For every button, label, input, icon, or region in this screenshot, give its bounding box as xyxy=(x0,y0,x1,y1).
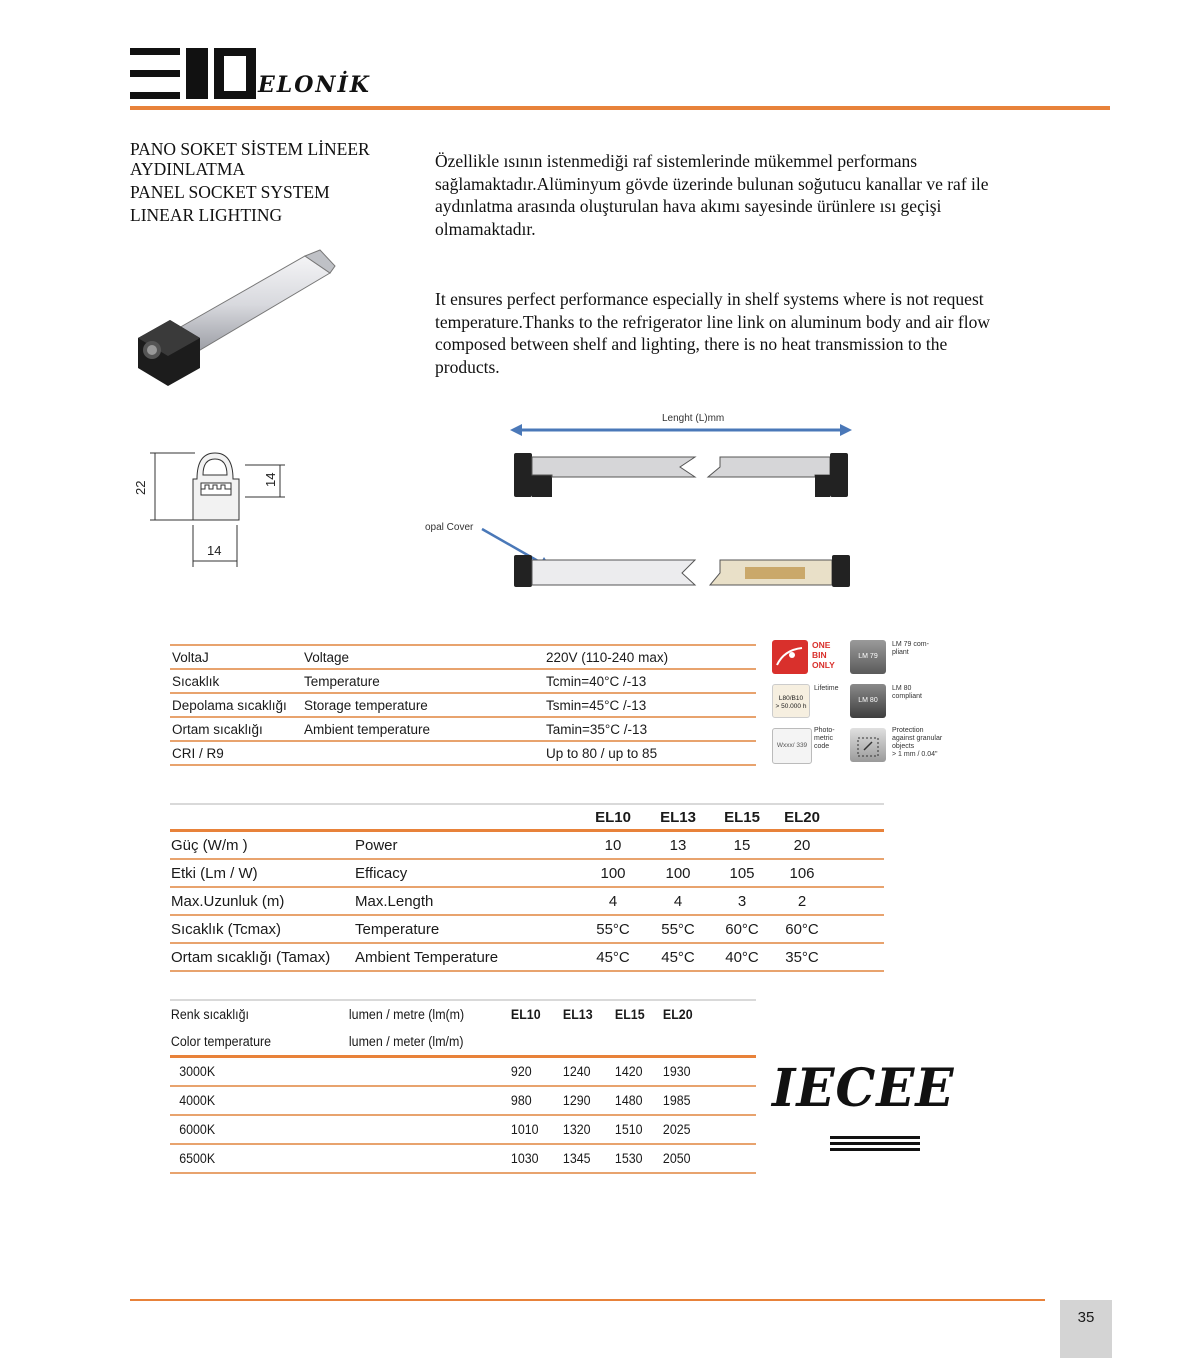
cell: 980 xyxy=(510,1086,558,1115)
cell: 1480 xyxy=(614,1086,658,1115)
dim-height-label: 22 xyxy=(133,480,148,495)
col-header-lumen-tr: lumen / metre (lm(m) xyxy=(348,1000,497,1028)
length-diagram xyxy=(420,405,860,600)
table-row xyxy=(170,645,756,669)
table-row xyxy=(170,915,884,943)
row-label-en: Storage temperature xyxy=(302,693,544,717)
description-tr: Özellikle ısının istenmediği raf sistemlerinde mükemmel performans sağlamaktadır.Alüminyum gövde üzerinde bulunan soğutucu kanallar ve raf ile aydınlatma arasında oluşturulan hava akımı sayesinde ürünlere ısı geçişi olmamaktadır. xyxy=(435,151,989,239)
brand-name: ELONİK xyxy=(258,72,371,98)
row-label-en: Temperature xyxy=(354,915,582,943)
color-temp: 6500K xyxy=(170,1144,334,1173)
col-header: EL15 xyxy=(712,804,772,831)
col-header-lumen-en: lumen / meter (lm/m) xyxy=(348,1028,497,1057)
row-label-tr: Sıcaklık xyxy=(170,669,302,693)
iecee-lines xyxy=(830,1136,920,1151)
cell: 45°C xyxy=(582,943,644,971)
row-label-tr: Max.Uzunluk (m) xyxy=(170,887,354,915)
lm80-label: LM 80 compliant xyxy=(892,685,922,700)
col-header: EL10 xyxy=(510,1000,558,1028)
row-value: Tcmin=40°C /-13 xyxy=(544,669,756,693)
table-header-row xyxy=(170,804,884,831)
cell: 1290 xyxy=(562,1086,610,1115)
row-label-tr: CRI / R9 xyxy=(170,741,302,765)
lifetime-icon: L80/B10 > 50.000 h xyxy=(772,684,810,718)
one-bin-icon xyxy=(772,640,808,674)
cell: 106 xyxy=(772,859,832,887)
cross-section-drawing xyxy=(135,445,295,575)
protection-icon xyxy=(850,728,886,762)
cell: 55°C xyxy=(582,915,644,943)
page-number: 35 xyxy=(1060,1300,1112,1358)
photometric-label: Photo-metric code xyxy=(814,727,835,750)
photometric-icon: Wxxx/ 339 xyxy=(772,728,812,764)
row-label-en: Max.Length xyxy=(354,887,582,915)
col-header: EL13 xyxy=(562,1000,610,1028)
cell: 2 xyxy=(772,887,832,915)
title-en-line1: PANEL SOCKET SYSTEM xyxy=(130,182,330,202)
row-label-en xyxy=(302,741,544,765)
cell: 55°C xyxy=(644,915,712,943)
table-row xyxy=(170,831,884,860)
cell: 1510 xyxy=(614,1115,658,1144)
color-temp: 3000K xyxy=(170,1057,334,1087)
row-label-tr: Sıcaklık (Tcmax) xyxy=(170,915,354,943)
table-header-row xyxy=(170,1028,756,1057)
col-header-color-tr: Renk sıcaklığı xyxy=(170,1000,334,1028)
table-row xyxy=(170,887,884,915)
row-label-tr: Güç (W/m ) xyxy=(170,831,354,860)
cell: 920 xyxy=(510,1057,558,1087)
description-en: It ensures perfect performance especially in shelf systems where is not request temperature.Thanks to the refrigerator line link on aluminum body and air flow composed between shelf and lighting, there is no heat transmission to the products. xyxy=(435,289,990,377)
length-label: Lenght (L)mm xyxy=(662,413,725,424)
header-divider xyxy=(130,106,1110,110)
row-value: Tsmin=45°C /-13 xyxy=(544,693,756,717)
row-label-en: Ambient Temperature xyxy=(354,943,582,971)
table-row xyxy=(170,1115,756,1144)
row-label-tr: VoltaJ xyxy=(170,645,302,669)
color-temp: 6000K xyxy=(170,1115,334,1144)
row-label-en: Temperature xyxy=(302,669,544,693)
cell: 1930 xyxy=(662,1057,706,1087)
length-arrow xyxy=(510,424,852,436)
cell: 60°C xyxy=(772,915,832,943)
cell: 60°C xyxy=(712,915,772,943)
cell: 2025 xyxy=(662,1115,706,1144)
one-bin-label: ONE BIN ONLY xyxy=(812,640,835,670)
cell: 40°C xyxy=(712,943,772,971)
cell: 3 xyxy=(712,887,772,915)
cell: 15 xyxy=(712,831,772,860)
dim-inner-label: 14 xyxy=(263,472,278,487)
row-label-en: Power xyxy=(354,831,582,860)
footer-divider xyxy=(130,1299,1045,1301)
protection-label: Protection against granular objects > 1 mm / 0.04" xyxy=(892,727,943,758)
table-header-row xyxy=(170,1000,756,1028)
row-label-tr: Etki (Lm / W) xyxy=(170,859,354,887)
cell: 100 xyxy=(582,859,644,887)
col-header: EL20 xyxy=(662,1000,706,1028)
cell: 1240 xyxy=(562,1057,610,1087)
quality-badges xyxy=(768,638,948,768)
row-value: Up to 80 / up to 85 xyxy=(544,741,756,765)
table-row xyxy=(170,1086,756,1115)
table-row xyxy=(170,669,756,693)
lm79-icon: LM 79 xyxy=(850,640,886,674)
cell: 4 xyxy=(582,887,644,915)
spec-table-lumen xyxy=(170,999,756,1174)
cell: 1985 xyxy=(662,1086,706,1115)
spec-table-general xyxy=(170,644,756,766)
cell: 4 xyxy=(644,887,712,915)
table-row xyxy=(170,859,884,887)
table-row xyxy=(170,693,756,717)
cell: 1320 xyxy=(562,1115,610,1144)
cell: 10 xyxy=(582,831,644,860)
lm79-label: LM 79 com-pliant xyxy=(892,641,929,656)
spec-table-power xyxy=(170,803,884,972)
lm80-icon: LM 80 xyxy=(850,684,886,718)
col-header: EL13 xyxy=(644,804,712,831)
row-label-tr: Depolama sıcaklığı xyxy=(170,693,302,717)
cell: 1420 xyxy=(614,1057,658,1087)
cell: 105 xyxy=(712,859,772,887)
table-row xyxy=(170,1144,756,1173)
cell: 2050 xyxy=(662,1144,706,1173)
table-row xyxy=(170,741,756,765)
cell: 45°C xyxy=(644,943,712,971)
row-label-tr: Ortam sıcaklığı (Tamax) xyxy=(170,943,354,971)
row-label-tr: Ortam sıcaklığı xyxy=(170,717,302,741)
row-value: Tamin=35°C /-13 xyxy=(544,717,756,741)
title-tr-line2: AYDINLATMA xyxy=(130,159,246,179)
iecee-logo: IECEE xyxy=(772,1056,955,1119)
title-tr-line1: PANO SOKET SİSTEM LİNEER xyxy=(130,139,370,159)
table-row xyxy=(170,1057,756,1087)
row-label-en: Voltage xyxy=(302,645,544,669)
row-label-en: Efficacy xyxy=(354,859,582,887)
color-temp: 4000K xyxy=(170,1086,334,1115)
col-header-color-en: Color temperature xyxy=(170,1028,334,1057)
cell: 1010 xyxy=(510,1115,558,1144)
cell: 1345 xyxy=(562,1144,610,1173)
row-label-en: Ambient temperature xyxy=(302,717,544,741)
row-value: 220V (110-240 max) xyxy=(544,645,756,669)
cell: 13 xyxy=(644,831,712,860)
table-row xyxy=(170,717,756,741)
cell: 35°C xyxy=(772,943,832,971)
cell: 20 xyxy=(772,831,832,860)
cover-label: opal Cover xyxy=(425,522,474,533)
col-header: EL10 xyxy=(582,804,644,831)
cell: 1530 xyxy=(614,1144,658,1173)
col-header: EL15 xyxy=(614,1000,658,1028)
product-photo xyxy=(130,238,340,388)
cell: 100 xyxy=(644,859,712,887)
col-header: EL20 xyxy=(772,804,832,831)
table-row xyxy=(170,943,884,971)
lifetime-label: Lifetime xyxy=(814,685,839,692)
product-title xyxy=(130,138,420,227)
cell: 1030 xyxy=(510,1144,558,1173)
title-en-line2: LINEAR LIGHTING xyxy=(130,205,283,225)
dim-width-label: 14 xyxy=(207,543,222,558)
